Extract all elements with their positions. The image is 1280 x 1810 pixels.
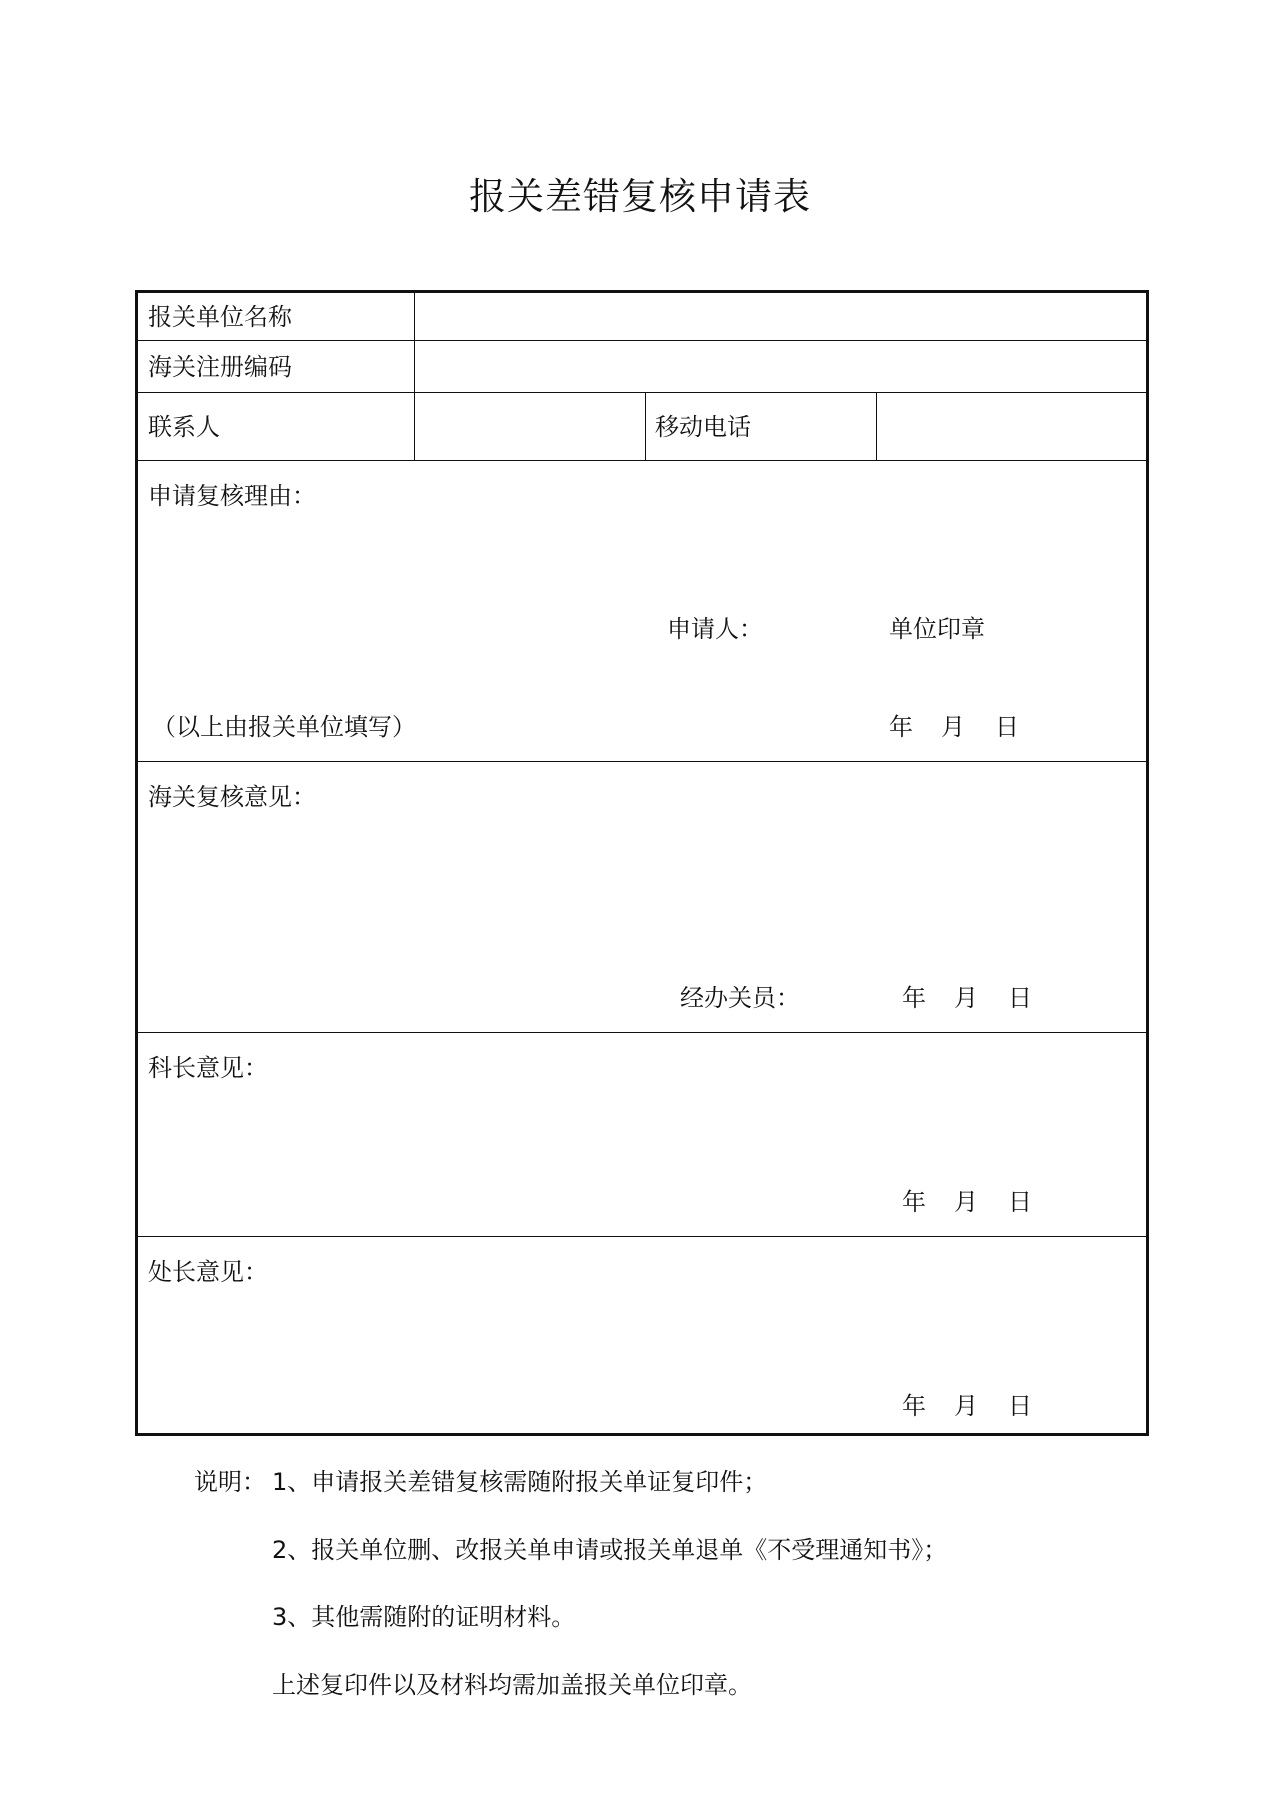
- row-divider: [138, 1032, 1146, 1033]
- officer-label: 经办关员：: [680, 984, 800, 1012]
- row-divider: [138, 392, 1146, 393]
- row-divider: [138, 1236, 1146, 1237]
- customs-month-label: 月: [954, 984, 978, 1012]
- mobile-label: 移动电话: [655, 413, 751, 441]
- notes-prefix: 说明：: [194, 1468, 266, 1496]
- note-item-1: 1、申请报关差错复核需随附报关单证复印件；: [272, 1468, 768, 1496]
- unit-name-field[interactable]: [424, 302, 1134, 332]
- section-chief-field[interactable]: [148, 1091, 1138, 1181]
- mobile-field[interactable]: [886, 412, 1136, 442]
- division-day-label: 日: [1008, 1392, 1032, 1420]
- reason-label: 申请复核理由：: [148, 482, 316, 510]
- section-month-label: 月: [954, 1188, 978, 1216]
- seal-label: 单位印章: [889, 615, 985, 643]
- fill-note: （以上由报关单位填写）: [152, 713, 416, 741]
- column-divider: [414, 293, 415, 460]
- reason-year-label: 年: [889, 713, 913, 741]
- unit-name-label: 报关单位名称: [148, 303, 292, 331]
- reason-field[interactable]: [148, 518, 1138, 668]
- column-divider: [876, 392, 877, 460]
- reason-month-label: 月: [941, 713, 965, 741]
- reg-code-field[interactable]: [424, 352, 1134, 382]
- contact-field[interactable]: [424, 412, 634, 442]
- row-divider: [138, 761, 1146, 762]
- section-chief-label: 科长意见：: [148, 1054, 268, 1082]
- customs-opinion-field[interactable]: [148, 821, 1138, 961]
- customs-year-label: 年: [902, 984, 926, 1012]
- reason-day-label: 日: [995, 713, 1019, 741]
- page-title: 报关差错复核申请表: [469, 175, 811, 218]
- division-month-label: 月: [954, 1392, 978, 1420]
- reg-code-label: 海关注册编码: [148, 353, 292, 381]
- column-divider: [645, 392, 646, 460]
- note-item-3: 3、其他需随附的证明材料。: [272, 1603, 576, 1631]
- note-item-2: 2、报关单位删、改报关单申请或报关单退单《不受理通知书》；: [272, 1536, 948, 1564]
- section-year-label: 年: [902, 1188, 926, 1216]
- application-form: [135, 290, 1149, 1436]
- row-divider: [138, 340, 1146, 341]
- division-year-label: 年: [902, 1392, 926, 1420]
- section-day-label: 日: [1008, 1188, 1032, 1216]
- applicant-label: 申请人：: [667, 615, 763, 643]
- customs-day-label: 日: [1008, 984, 1032, 1012]
- note-item-4: 上述复印件以及材料均需加盖报关单位印章。: [272, 1671, 752, 1699]
- row-divider: [138, 460, 1146, 461]
- division-chief-label: 处长意见：: [148, 1258, 268, 1286]
- customs-opinion-label: 海关复核意见：: [148, 783, 316, 811]
- division-chief-field[interactable]: [148, 1295, 1138, 1385]
- contact-label: 联系人: [148, 413, 220, 441]
